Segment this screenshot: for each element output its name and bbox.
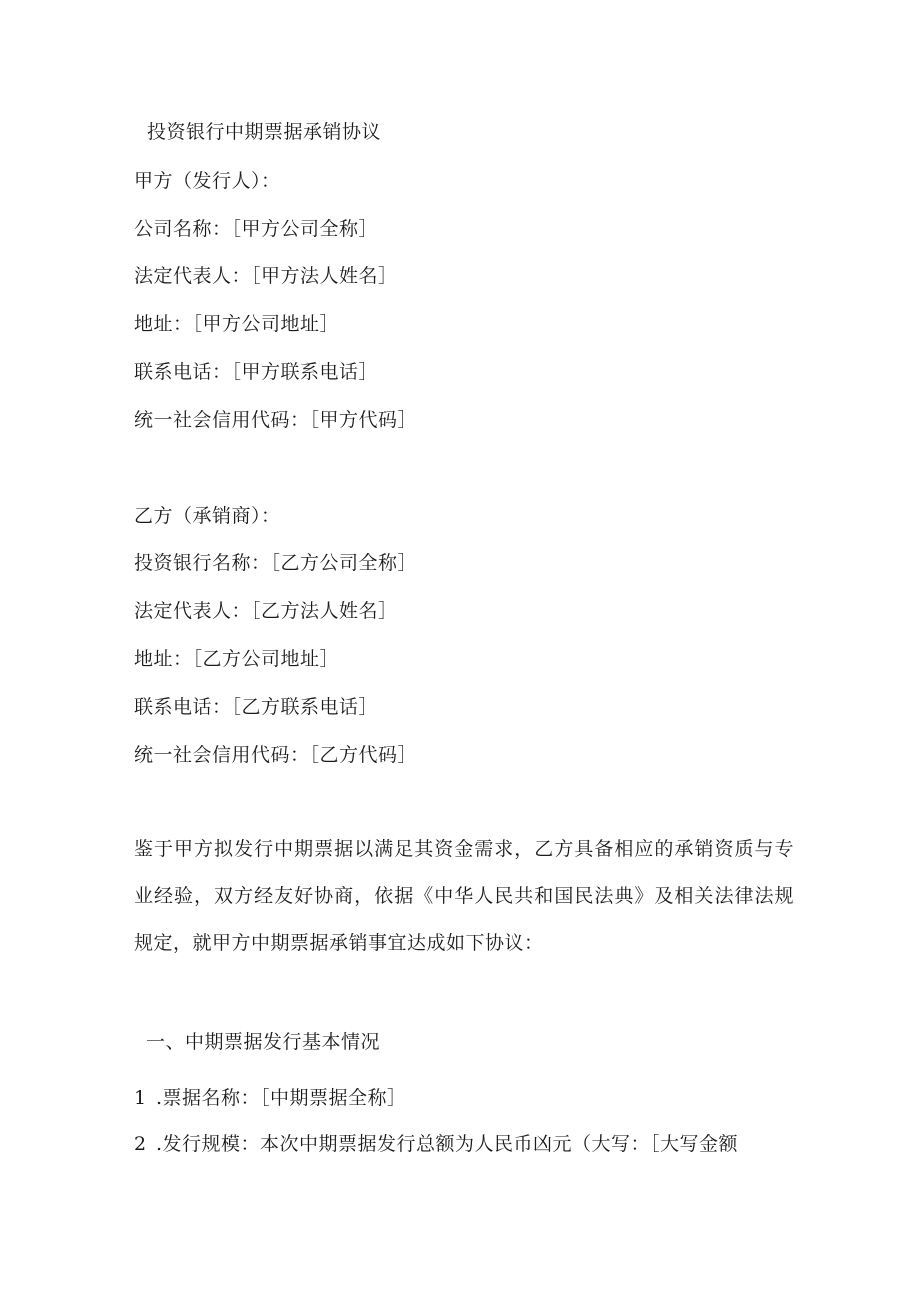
preamble-paragraph: 鉴于甲方拟发行中期票据以满足其资金需求，乙方具备相应的承销资质与专业经验，双方经友好协商，依据《中华人民共和国民法典》及相关法律法规规定，就甲方中期票据承销事宜达成如下协议：: [134, 838, 794, 954]
party-a-legal-rep: 法定代表人：［甲方法人姓名］: [134, 265, 398, 287]
party-b-address: 地址：［乙方公司地址］: [134, 648, 340, 670]
party-b-company-name: 投资银行名称：［乙方公司全称］: [134, 552, 418, 574]
item-number: 1: [134, 1087, 147, 1109]
party-a-credit-code: 统一社会信用代码：［甲方代码］: [134, 409, 418, 431]
item-text: .发行规模：本次中期票据发行总额为人民币凶元（大写：［大写金额: [156, 1133, 739, 1155]
party-b-phone: 联系电话：［乙方联系电话］: [134, 696, 379, 718]
item-number: 2: [134, 1133, 147, 1155]
section-1-item-2: [134, 1131, 738, 1157]
party-b-credit-code: 统一社会信用代码：［乙方代码］: [134, 744, 418, 766]
section-1-title: 一、中期票据发行基本情况: [146, 1031, 381, 1053]
party-b-heading: 乙方（承销商）：: [134, 505, 281, 527]
party-a-address: 地址：［甲方公司地址］: [134, 313, 340, 335]
section-1-item-1: [134, 1085, 407, 1111]
party-b-legal-rep: 法定代表人：［乙方法人姓名］: [134, 600, 398, 622]
party-a-phone: 联系电话：［甲方联系电话］: [134, 361, 379, 383]
party-a-heading: 甲方（发行人）：: [134, 170, 281, 192]
party-a-company-name: 公司名称：［甲方公司全称］: [134, 218, 379, 240]
document-title: 投资银行中期票据承销协议: [147, 121, 382, 143]
item-text: .票据名称：［中期票据全称］: [156, 1087, 407, 1109]
